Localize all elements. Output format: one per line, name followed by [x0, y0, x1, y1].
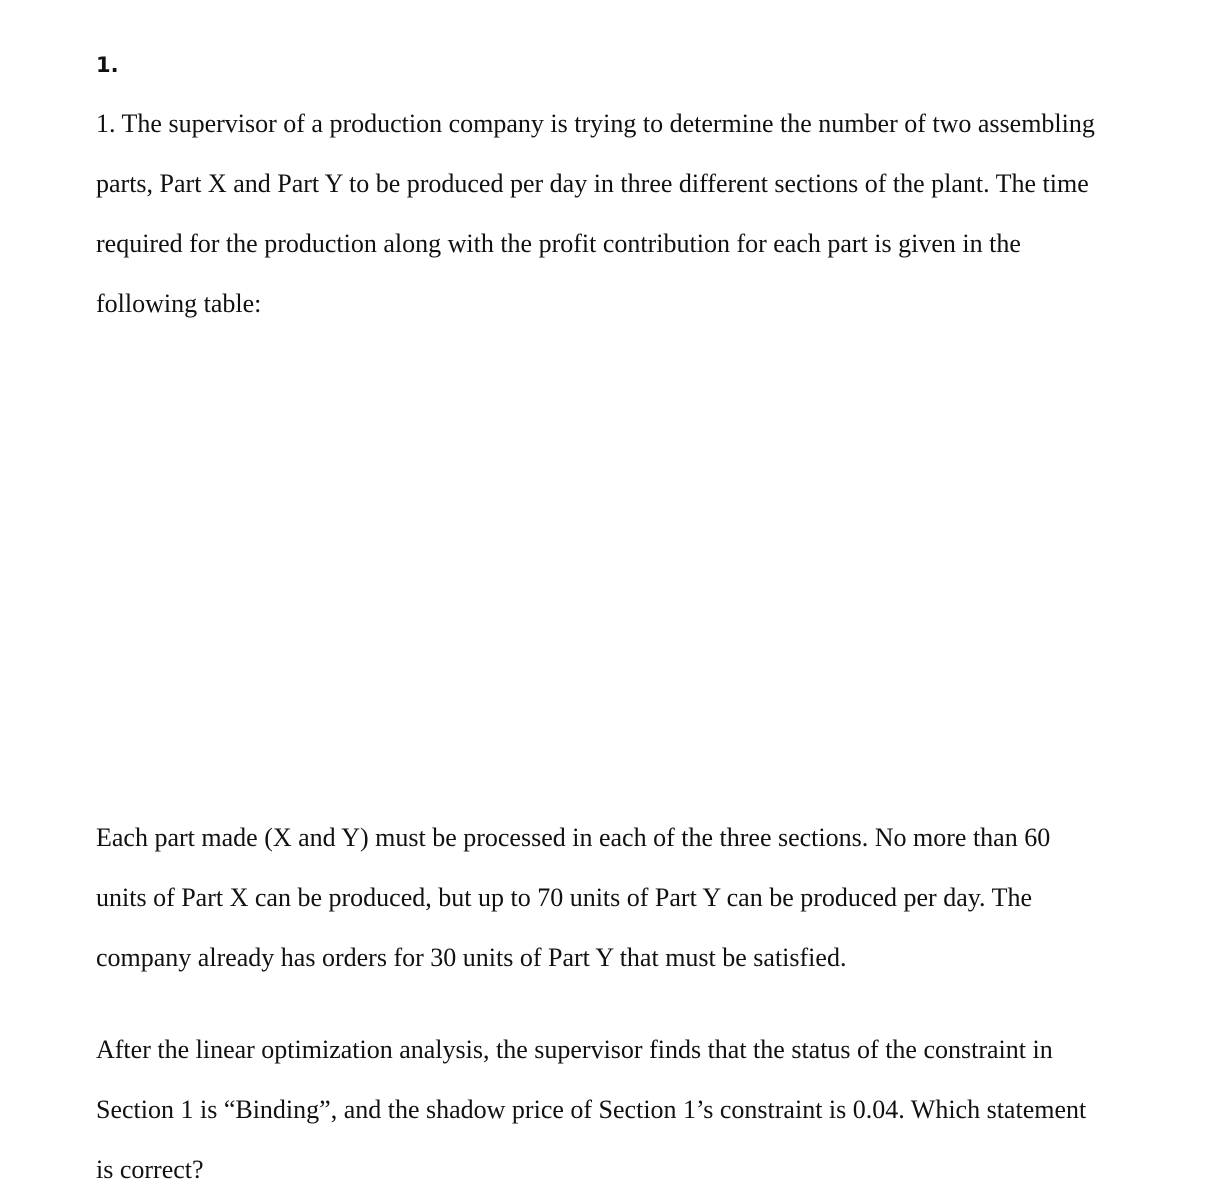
constraints-line: company already has orders for 30 units of Part Y that must be satisfied.	[96, 943, 847, 972]
analysis-line: After the linear optimization analysis, the supervisor finds that the status of the constraint in	[96, 1035, 1053, 1064]
constraints-line: Each part made (X and Y) must be processed in each of the three sections. No more than 60	[96, 823, 1051, 852]
analysis-line: is correct?	[96, 1155, 204, 1184]
constraints-line: units of Part X can be produced, but up to 70 units of Part Y can be produced per day. The	[96, 883, 1032, 912]
intro-line: required for the production along with the profit contribution for each part is given in the	[96, 229, 1021, 258]
analysis-line: Section 1 is “Binding”, and the shadow price of Section 1’s constraint is 0.04. Which statement	[96, 1095, 1087, 1124]
table-area-blank	[96, 340, 1106, 800]
intro-line: 1. The supervisor of a production company is trying to determine the number of two assembling	[96, 109, 1095, 138]
question-number: 1.	[96, 53, 119, 77]
intro-line: parts, Part X and Part Y to be produced per day in three different sections of the plant. The time	[96, 169, 1089, 198]
intro-line: following table:	[96, 289, 262, 318]
